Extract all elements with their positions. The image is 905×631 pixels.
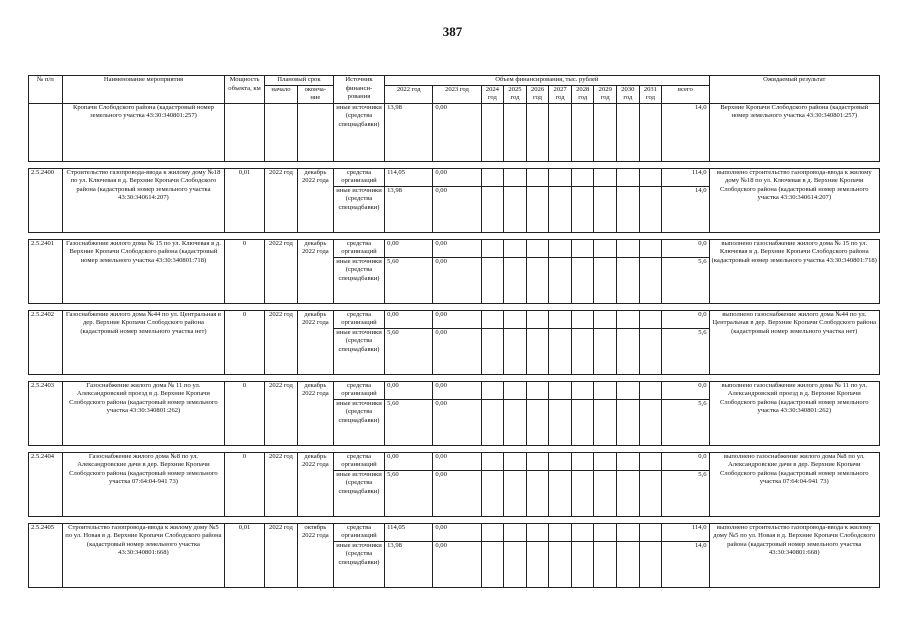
- row-2023-org: 0,00: [433, 168, 481, 186]
- row-num: 2.5.2400: [29, 168, 63, 232]
- row-total-org: 114,0: [662, 523, 709, 541]
- row-2023-other: 0,00: [433, 399, 481, 445]
- row-source-other: иные источники (средства спецнадбавки): [333, 186, 384, 232]
- row-start: 2022 год: [265, 452, 298, 516]
- row-end: декабрь 2022 года: [297, 381, 333, 445]
- header-result: Ожидаемый результат: [709, 76, 880, 104]
- row-capacity: 0,01: [225, 168, 265, 232]
- continuation-2023: 0,00: [433, 103, 481, 161]
- row-2023-org: 0,00: [433, 523, 481, 541]
- header-year: 2030 год: [617, 85, 640, 103]
- row-start: 2022 год: [265, 310, 298, 374]
- row-source-org: средства организаций: [333, 381, 384, 399]
- row-total-org: 114,0: [662, 168, 709, 186]
- header-volume: Объем финансирования, тыс. рублей: [385, 76, 709, 86]
- row-name: Газоснабжение жилого дома № 11 по ул. Александровский проезд в д. Верхние Кропачи Слободского района (кадастровый номер земельного участка 43:30:340801:262): [62, 381, 224, 445]
- row-source-org: средства организаций: [333, 452, 384, 470]
- row-total-org: 0,0: [662, 310, 709, 328]
- row-num: 2.5.2405: [29, 523, 63, 587]
- row-num: 2.5.2402: [29, 310, 63, 374]
- table-row: [29, 239, 880, 257]
- header-term-start: начало: [265, 85, 298, 103]
- header-year: 2031 год: [639, 85, 662, 103]
- row-capacity: 0: [225, 310, 265, 374]
- row-capacity: 0: [225, 381, 265, 445]
- row-2022-org: 0,00: [385, 452, 433, 470]
- row-total-other: 5,6: [662, 470, 709, 516]
- row-2022-other: 5,60: [385, 257, 433, 303]
- row-2022-org: 114,05: [385, 168, 433, 186]
- row-2022-other: 5,60: [385, 399, 433, 445]
- table-row: [29, 523, 880, 541]
- row-2023-other: 0,00: [433, 470, 481, 516]
- row-total-org: 0,0: [662, 452, 709, 470]
- row-source-other: иные источники (средства спецнадбавки): [333, 541, 384, 587]
- row-num: 2.5.2403: [29, 381, 63, 445]
- row-2023-other: 0,00: [433, 257, 481, 303]
- row-2022-org: 0,00: [385, 310, 433, 328]
- header-year: 2022 год: [385, 85, 433, 103]
- row-start: 2022 год: [265, 523, 298, 587]
- financing-table: [28, 75, 880, 588]
- row-end: декабрь 2022 года: [297, 452, 333, 516]
- row-2022-org: 0,00: [385, 239, 433, 257]
- row-source-org: средства организаций: [333, 310, 384, 328]
- continuation-total: 14,0: [662, 103, 709, 161]
- row-2023-org: 0,00: [433, 239, 481, 257]
- row-2023-org: 0,00: [433, 452, 481, 470]
- row-total-other: 5,6: [662, 328, 709, 374]
- row-name: Газоснабжение жилого дома № 15 по ул. Ключевая в д. Верхние Кропачи Слободского района (кадастровый номер земельного участка 43:30:340801:718): [62, 239, 224, 303]
- row-end: декабрь 2022 года: [297, 239, 333, 303]
- row-2022-other: 13,98: [385, 186, 433, 232]
- row-result: выполнено газоснабжение жилого дома № 15 по ул. Ключевая в д. Верхние Кропачи Слободского района (кадастровый номер земельного участка 43:30:340801:718): [709, 239, 880, 303]
- table-row-continuation: [29, 103, 880, 161]
- header-year: 2028 год: [571, 85, 594, 103]
- row-source-other: иные источники (средства спецнадбавки): [333, 328, 384, 374]
- row-result: выполнено строительство газопровода-ввода к жилому дому №18 по ул. Ключевая в д. Верхние Кропачи Слободского района (кадастровый номер земельного участка 43:30:340614:207): [709, 168, 880, 232]
- header-source: Источник финанси- рования: [333, 76, 384, 104]
- row-name: Газоснабжение жилого дома №8 по ул. Александровские дачи в дер. Верхние Кропачи Слободского района (кадастровый номер земельного участка 07:64:04-941 73): [62, 452, 224, 516]
- table-row: [29, 168, 880, 186]
- row-name: Строительство газопровода-ввода к жилому дому №5 по ул. Новая в д. Верхние Кропачи Слободского района (кадастровый номер земельного участка 43:30:340801:668): [62, 523, 224, 587]
- header-capacity: Мощность объекта, км: [225, 76, 265, 104]
- header-year: 2023 год: [433, 85, 481, 103]
- row-total-other: 5,6: [662, 257, 709, 303]
- row-num: 2.5.2401: [29, 239, 63, 303]
- table-body: [29, 161, 880, 587]
- row-name: Строительство газопровода-ввода к жилому дому №18 по ул. Ключевая в д. Верхние Кропачи Слободского района (кадастровый номер земельного участка 43:30:340614:207): [62, 168, 224, 232]
- row-name: Газоснабжение жилого дома №44 по ул. Центральная в дер. Верхние Кропачи Слободского района (кадастровый номер земельного участка нет): [62, 310, 224, 374]
- row-capacity: 0,01: [225, 523, 265, 587]
- row-end: декабрь 2022 года: [297, 310, 333, 374]
- continuation-source: иные источники (средства спецнадбавки): [333, 103, 384, 161]
- row-2022-org: 0,00: [385, 381, 433, 399]
- page-number: 387: [442, 24, 463, 39]
- row-source-other: иные источники (средства спецнадбавки): [333, 257, 384, 303]
- header-num: № п/п: [29, 76, 63, 104]
- continuation-name: Кропачи Слободского района (кадастровый номер земельного участка 43:30:340801:257): [62, 103, 224, 161]
- row-end: декабрь 2022 года: [297, 168, 333, 232]
- row-total-other: 14,0: [662, 541, 709, 587]
- header-term: Плановый срок: [265, 76, 334, 86]
- row-source-org: средства организаций: [333, 168, 384, 186]
- row-2022-other: 13,98: [385, 541, 433, 587]
- row-2023-other: 0,00: [433, 541, 481, 587]
- row-2022-other: 5,60: [385, 328, 433, 374]
- row-result: выполнено газоснабжение жилого дома №44 по ул. Центральная в дер. Верхние Кропачи Слободского района (кадастровый номер земельного участка нет): [709, 310, 880, 374]
- row-result: выполнено газоснабжение жилого дома №8 по ул. Александровские дачи в дер. Верхние Кропачи Слободского района (кадастровый номер земельного участка 07:64:04-941 73): [709, 452, 880, 516]
- header-total: всего: [662, 85, 709, 103]
- table-row: [29, 452, 880, 470]
- header-name: Наименование мероприятия: [62, 76, 224, 104]
- row-total-org: 0,0: [662, 239, 709, 257]
- row-start: 2022 год: [265, 381, 298, 445]
- row-result: выполнено газоснабжение жилого дома № 11 по ул. Александровский проезд в д. Верхние Кропачи Слободского района (кадастровый номер земельного участка 43:30:340801:262): [709, 381, 880, 445]
- header-row-1: [29, 76, 880, 86]
- row-end: октябрь 2022 года: [297, 523, 333, 587]
- header-year: 2024 год: [481, 85, 504, 103]
- row-capacity: 0: [225, 452, 265, 516]
- row-2023-org: 0,00: [433, 381, 481, 399]
- header-year: 2025 год: [504, 85, 527, 103]
- row-num: 2.5.2404: [29, 452, 63, 516]
- row-2022-org: 114,05: [385, 523, 433, 541]
- continuation-result: Верхние Кропачи Слободского района (кадастровый номер земельного участка 43:30:340801:257): [709, 103, 880, 161]
- row-total-other: 14,0: [662, 186, 709, 232]
- header-year: 2029 год: [594, 85, 617, 103]
- row-capacity: 0: [225, 239, 265, 303]
- row-total-org: 0,0: [662, 381, 709, 399]
- header-year: 2026 год: [526, 85, 549, 103]
- row-2022-other: 5,60: [385, 470, 433, 516]
- row-source-other: иные источники (средства спецнадбавки): [333, 399, 384, 445]
- row-source-org: средства организаций: [333, 239, 384, 257]
- row-2023-org: 0,00: [433, 310, 481, 328]
- header-year: 2027 год: [549, 85, 572, 103]
- row-total-other: 5,6: [662, 399, 709, 445]
- row-result: выполнено строительство газопровода-ввода к жилому дому №5 по ул. Новая в д. Верхние Кропачи Слободского района (кадастровый номер земельного участка 43:30:340801:668): [709, 523, 880, 587]
- table-row: [29, 310, 880, 328]
- header-term-end: оконча- ние: [297, 85, 333, 103]
- row-start: 2022 год: [265, 239, 298, 303]
- row-2023-other: 0,00: [433, 186, 481, 232]
- row-source-org: средства организаций: [333, 523, 384, 541]
- row-source-other: иные источники (средства спецнадбавки): [333, 470, 384, 516]
- row-start: 2022 год: [265, 168, 298, 232]
- table-row: [29, 381, 880, 399]
- continuation-2022: 13,98: [385, 103, 433, 161]
- row-2023-other: 0,00: [433, 328, 481, 374]
